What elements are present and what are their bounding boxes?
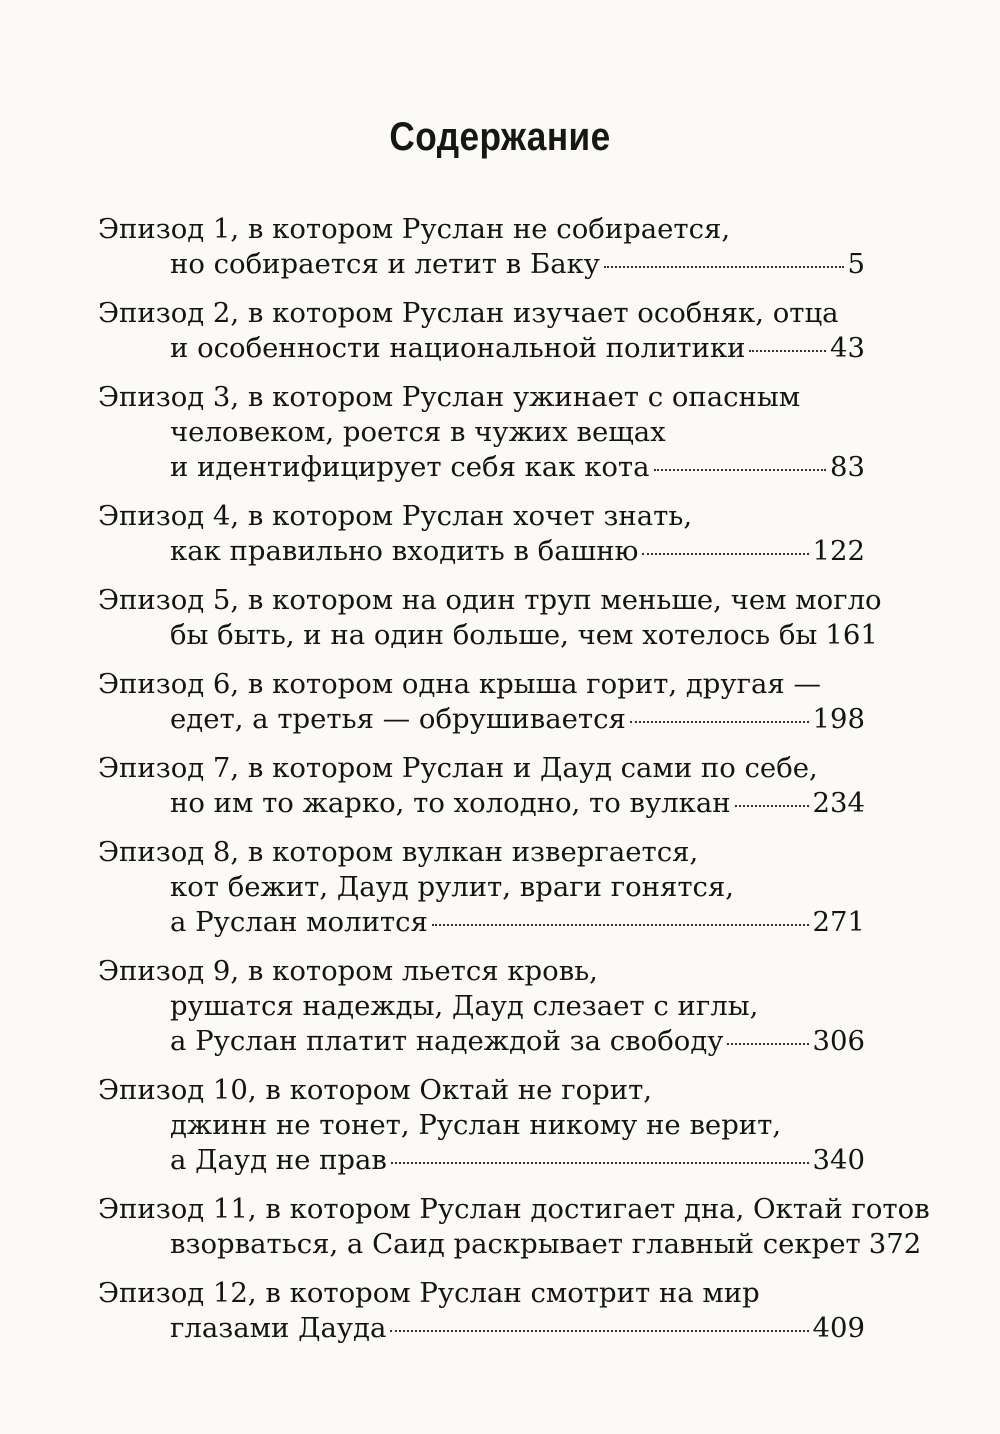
toc-entry-title-line: [0, 751, 1000, 786]
toc-entry-text: Эпизод 11, в котором Руслан достигает дна, Октай готов: [98, 1193, 930, 1225]
toc-entry-text: Эпизод 7, в котором Руслан и Дауд сами по себе,: [98, 752, 818, 784]
toc-page-number: 340: [812, 1144, 865, 1176]
toc-entry[interactable]: [0, 296, 1000, 366]
page-title: Содержание: [389, 114, 611, 159]
toc-entry-text: Эпизод 8, в котором вулкан извергается,: [98, 836, 699, 868]
dot-leader: [642, 553, 808, 555]
toc-entry-continuation-line: [0, 415, 1000, 450]
toc-entry-text: Эпизод 6, в котором одна крыша горит, другая —: [98, 668, 821, 700]
toc-page-number: 122: [812, 535, 865, 567]
toc-entry[interactable]: [0, 667, 1000, 737]
toc-entry-text: а Руслан платит надеждой за свободу: [170, 1025, 724, 1057]
toc-page-number: 161: [825, 619, 878, 651]
toc-page-number: 234: [812, 787, 865, 819]
toc-entry-title-line: [0, 583, 1000, 618]
toc-page-number: 83: [830, 451, 865, 483]
dot-leader: [749, 350, 826, 352]
toc-entry-text: Эпизод 10, в котором Октай не горит,: [98, 1074, 653, 1106]
dot-leader: [735, 805, 809, 807]
toc-entry-title-line: [0, 212, 1000, 247]
toc-entry-title-line: [0, 380, 1000, 415]
toc-entry[interactable]: [0, 499, 1000, 569]
toc-entry-text: человеком, роется в чужих вещах: [170, 416, 666, 448]
dot-leader: [727, 1043, 808, 1045]
toc-entry[interactable]: [0, 954, 1000, 1059]
toc-entry-text: а Руслан молится: [170, 906, 428, 938]
toc-entry-text: бы быть, и на один больше, чем хотелось бы: [170, 619, 818, 651]
toc-entry[interactable]: [0, 380, 1000, 485]
toc-entry-continuation-line: [0, 1024, 865, 1059]
dot-leader: [391, 1162, 809, 1164]
toc-entry-text: и идентифицирует себя как кота: [170, 451, 650, 483]
toc-entry[interactable]: [0, 583, 1000, 653]
toc-entry-continuation-line: [0, 247, 865, 282]
toc-entry-title-line: [0, 499, 1000, 534]
toc-entry-title-line: [0, 1192, 1000, 1227]
toc-page-number: 306: [812, 1025, 865, 1057]
toc-entry-text: но собирается и летит в Баку: [170, 248, 600, 280]
toc-entry-title-line: [0, 1073, 1000, 1108]
toc-page-number: 5: [847, 248, 865, 280]
toc-entry-continuation-line: [0, 702, 865, 737]
toc-page-number: 372: [868, 1228, 922, 1260]
toc-entry[interactable]: [0, 212, 1000, 282]
toc-entry-text: джинн не тонет, Руслан никому не верит,: [170, 1109, 782, 1141]
toc-page-number: 271: [812, 906, 865, 938]
toc-entry[interactable]: [0, 1073, 1000, 1178]
toc-page-number: 198: [812, 703, 865, 735]
toc-page-number: 43: [830, 332, 865, 364]
toc-entry-text: Эпизод 4, в котором Руслан хочет знать,: [98, 500, 693, 532]
dot-leader: [432, 924, 809, 926]
toc-entry-title-line: [0, 296, 1000, 331]
toc-entry-continuation-line: [0, 1311, 865, 1346]
toc-entry-text: глазами Дауда: [170, 1312, 387, 1344]
dot-leader: [654, 469, 826, 471]
toc-entry-continuation-line: [0, 905, 865, 940]
toc-entry-text: Эпизод 2, в котором Руслан изучает особняк, отца: [98, 297, 839, 329]
toc-entry-text: Эпизод 1, в котором Руслан не собирается,: [98, 213, 731, 245]
dot-leader: [604, 266, 844, 268]
dot-leader: [390, 1330, 808, 1332]
dot-leader: [630, 721, 809, 723]
toc-entry-continuation-line: [0, 1227, 922, 1262]
toc-entry-continuation-line: [0, 1143, 865, 1178]
toc-entry-title-line: [0, 667, 1000, 702]
toc-entry-title-line: [0, 835, 1000, 870]
toc-entry-continuation-line: [0, 450, 865, 485]
toc-entry-continuation-line: [0, 1108, 1000, 1143]
toc-entry-continuation-line: [0, 618, 878, 653]
toc-entry-continuation-line: [0, 786, 865, 821]
toc-entry-continuation-line: [0, 331, 865, 366]
toc-entry[interactable]: [0, 1192, 1000, 1262]
toc-entry-text: и особенности национальной политики: [170, 332, 746, 364]
toc-entry-text: рушатся надежды, Дауд слезает с иглы,: [170, 990, 759, 1022]
toc-entry-text: а Дауд не прав: [170, 1144, 387, 1176]
toc-entry[interactable]: [0, 835, 1000, 940]
toc-entry-title-line: [0, 1276, 1000, 1311]
toc-entry-continuation-line: [0, 534, 865, 569]
toc-entry-text: Эпизод 12, в котором Руслан смотрит на мир: [98, 1277, 760, 1309]
table-of-contents: [0, 212, 1000, 1346]
toc-entry-text: кот бежит, Дауд рулит, враги гонятся,: [170, 871, 735, 903]
toc-entry[interactable]: [0, 751, 1000, 821]
toc-entry-text: взорваться, а Саид раскрывает главный секрет: [170, 1228, 861, 1260]
toc-entry-text: как правильно входить в башню: [170, 535, 639, 567]
toc-entry-text: но им то жарко, то холодно, то вулкан: [170, 787, 731, 819]
toc-entry-continuation-line: [0, 870, 1000, 905]
toc-entry-continuation-line: [0, 989, 1000, 1024]
toc-entry-title-line: [0, 954, 1000, 989]
toc-page-number: 409: [812, 1312, 865, 1344]
toc-entry-text: Эпизод 5, в котором на один труп меньше, чем могло: [98, 584, 882, 616]
toc-entry[interactable]: [0, 1276, 1000, 1346]
toc-entry-text: едет, а третья — обрушивается: [170, 703, 626, 735]
toc-entry-text: Эпизод 9, в котором льется кровь,: [98, 955, 598, 987]
toc-entry-text: Эпизод 3, в котором Руслан ужинает с опасным: [98, 381, 801, 413]
